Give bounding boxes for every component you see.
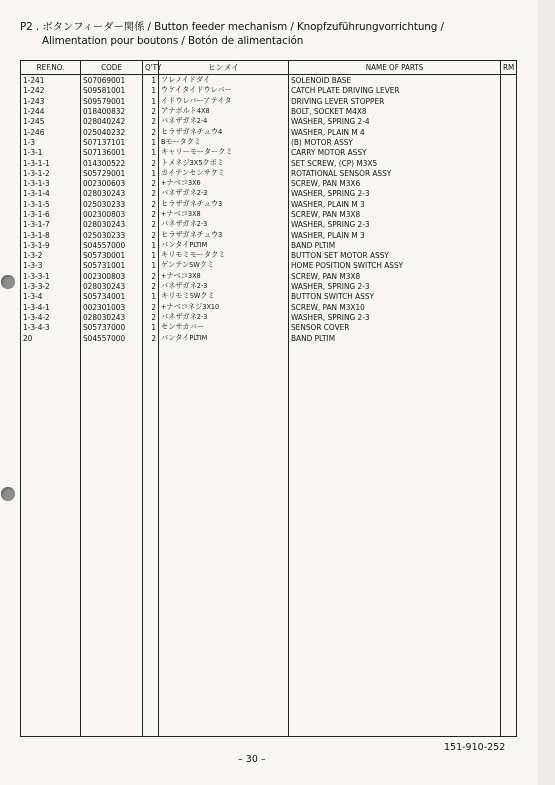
code-cell: 028040242 <box>81 116 143 126</box>
col-ref-no: REF.NO. <box>21 61 81 75</box>
kana-name-cell: +ナベコ3X8 <box>159 209 289 219</box>
qty-cell: 2 <box>143 106 159 116</box>
table-row <box>21 157 517 167</box>
code-cell: S07136001 <box>81 147 143 157</box>
section-title-line1: P2 . ボタンフィーダー関係 / Button feeder mechanism / Knopfzuführungvorrichtung / <box>20 21 444 33</box>
rm-cell <box>501 302 517 312</box>
rm-cell <box>501 106 517 116</box>
code-cell: 002300803 <box>81 209 143 219</box>
ref-no-cell: 1-3-3 <box>21 260 81 270</box>
ref-no-cell: 1-3-1-5 <box>21 199 81 209</box>
table-row <box>21 106 517 116</box>
qty-cell: 1 <box>143 168 159 178</box>
table-row <box>21 322 517 332</box>
code-cell: 028030243 <box>81 219 143 229</box>
part-name-cell: BOLT, SOCKET M4X8 <box>289 106 501 116</box>
part-name-cell: WASHER, SPRING 2-3 <box>289 281 501 291</box>
kana-name-cell: アナボルト4X8 <box>159 106 289 116</box>
part-name-cell: SCREW, PAN M3X8 <box>289 271 501 281</box>
qty-cell: 2 <box>143 219 159 229</box>
rm-cell <box>501 219 517 229</box>
table-row <box>21 332 517 342</box>
table-row <box>21 96 517 106</box>
code-cell: 028030243 <box>81 281 143 291</box>
col-kana-name: ヒンメイ <box>159 61 289 75</box>
col-rm: RM <box>501 61 517 75</box>
part-name-cell: SENSOR COVER <box>289 322 501 332</box>
binder-hole-top <box>1 275 15 289</box>
empty-cell <box>21 343 81 737</box>
kana-name-cell: +ナベコ3X8 <box>159 271 289 281</box>
part-name-cell: SCREW, PAN M3X10 <box>289 302 501 312</box>
kana-name-cell: ヒラザガネチュウ3 <box>159 229 289 239</box>
code-cell: 002300803 <box>81 271 143 281</box>
qty-cell: 1 <box>143 240 159 250</box>
qty-cell: 2 <box>143 178 159 188</box>
part-name-cell: WASHER, PLAIN M 4 <box>289 126 501 136</box>
ref-no-cell: 1-3-2 <box>21 250 81 260</box>
qty-cell: 2 <box>143 332 159 342</box>
page-header <box>20 20 520 48</box>
rm-cell <box>501 291 517 301</box>
code-cell: S05731001 <box>81 260 143 270</box>
part-name-cell: CATCH PLATE DRIVING LEVER <box>289 85 501 95</box>
part-name-cell: WASHER, SPRING 2-3 <box>289 219 501 229</box>
col-name-of-parts: NAME OF PARTS <box>289 61 501 75</box>
qty-cell: 2 <box>143 126 159 136</box>
kana-name-cell: バネザガネ2-4 <box>159 116 289 126</box>
rm-cell <box>501 260 517 270</box>
rm-cell <box>501 147 517 157</box>
rm-cell <box>501 96 517 106</box>
code-cell: 025030233 <box>81 199 143 209</box>
part-name-cell: SCREW, PAN M3X8 <box>289 209 501 219</box>
rm-cell <box>501 209 517 219</box>
rm-cell <box>501 85 517 95</box>
table-row <box>21 260 517 270</box>
qty-cell: 1 <box>143 250 159 260</box>
qty-cell: 1 <box>143 260 159 270</box>
part-name-cell: HOME POSITION SWITCH ASSY <box>289 260 501 270</box>
rm-cell <box>501 281 517 291</box>
page-number: – 30 – <box>238 754 266 765</box>
part-name-cell: BAND PLTIM <box>289 332 501 342</box>
table-row <box>21 137 517 147</box>
part-name-cell: BUTTON SWITCH ASSY <box>289 291 501 301</box>
table-row <box>21 147 517 157</box>
code-cell: S05730001 <box>81 250 143 260</box>
code-cell: 025030233 <box>81 229 143 239</box>
table-row <box>21 178 517 188</box>
empty-cell <box>289 343 501 737</box>
rm-cell <box>501 116 517 126</box>
empty-cell <box>501 343 517 737</box>
table-row <box>21 271 517 281</box>
code-cell: S05729001 <box>81 168 143 178</box>
table-row <box>21 75 517 86</box>
part-name-cell: WASHER, SPRING 2-3 <box>289 312 501 322</box>
rm-cell <box>501 188 517 198</box>
rm-cell <box>501 126 517 136</box>
ref-no-cell: 1-3-1 <box>21 147 81 157</box>
rm-cell <box>501 168 517 178</box>
ref-no-cell: 1-245 <box>21 116 81 126</box>
table-row <box>21 116 517 126</box>
ref-no-cell: 1-244 <box>21 106 81 116</box>
qty-cell: 2 <box>143 188 159 198</box>
ref-no-cell: 1-3-4-1 <box>21 302 81 312</box>
part-name-cell: SET SCREW, (CP) M3X5 <box>289 157 501 167</box>
table-row <box>21 312 517 322</box>
ref-no-cell: 1-3-4-3 <box>21 322 81 332</box>
qty-cell: 1 <box>143 291 159 301</box>
qty-cell: 1 <box>143 96 159 106</box>
qty-cell: 1 <box>143 322 159 332</box>
qty-cell: 2 <box>143 229 159 239</box>
rm-cell <box>501 240 517 250</box>
ref-no-cell: 20 <box>21 332 81 342</box>
kana-name-cell: ヒラザガネチュウ4 <box>159 126 289 136</box>
kana-name-cell: カイテンセンサクミ <box>159 168 289 178</box>
ref-no-cell: 1-3-1-3 <box>21 178 81 188</box>
kana-name-cell: バネザガネ2-3 <box>159 281 289 291</box>
kana-name-cell: キャリーモータークミ <box>159 147 289 157</box>
part-name-cell: DRIVING LEVER STOPPER <box>289 96 501 106</box>
code-cell: S07137101 <box>81 137 143 147</box>
empty-cell <box>81 343 143 737</box>
code-cell: 018400832 <box>81 106 143 116</box>
ref-no-cell: 1-3-3-1 <box>21 271 81 281</box>
table-row <box>21 188 517 198</box>
code-cell: 025040232 <box>81 126 143 136</box>
qty-cell: 1 <box>143 85 159 95</box>
code-cell: S05734001 <box>81 291 143 301</box>
parts-table-body <box>21 75 517 737</box>
part-name-cell: WASHER, PLAIN M 3 <box>289 199 501 209</box>
empty-cell <box>143 343 159 737</box>
part-name-cell: ROTATIONAL SENSOR ASSY <box>289 168 501 178</box>
qty-cell: 2 <box>143 157 159 167</box>
ref-no-cell: 1-3-1-9 <box>21 240 81 250</box>
qty-cell: 1 <box>143 137 159 147</box>
parts-table <box>20 60 517 737</box>
kana-name-cell: ヒラザガネチュウ3 <box>159 199 289 209</box>
qty-cell: 2 <box>143 302 159 312</box>
kana-name-cell: キリモミSWクミ <box>159 291 289 301</box>
rm-cell <box>501 312 517 322</box>
table-row <box>21 209 517 219</box>
table-row <box>21 291 517 301</box>
code-cell: S09581001 <box>81 85 143 95</box>
rm-cell <box>501 199 517 209</box>
rm-cell <box>501 250 517 260</box>
ref-no-cell: 1-243 <box>21 96 81 106</box>
kana-name-cell: センサカバー <box>159 322 289 332</box>
kana-name-cell: バンタイPLTIM <box>159 240 289 250</box>
part-name-cell: CARRY MOTOR ASSY <box>289 147 501 157</box>
qty-cell: 1 <box>143 75 159 86</box>
rm-cell <box>501 271 517 281</box>
table-row <box>21 168 517 178</box>
code-cell: 028030243 <box>81 188 143 198</box>
section-title-line2: Alimentation pour boutons / Botón de alimentación <box>42 35 304 47</box>
qty-cell: 2 <box>143 281 159 291</box>
ref-no-cell: 1-3-1-2 <box>21 168 81 178</box>
empty-cell <box>159 343 289 737</box>
ref-no-cell: 1-3-1-8 <box>21 229 81 239</box>
part-name-cell: WASHER, PLAIN M 3 <box>289 229 501 239</box>
kana-name-cell: キリモミモータクミ <box>159 250 289 260</box>
table-row <box>21 302 517 312</box>
kana-name-cell: バンタイPLTIM <box>159 332 289 342</box>
table-header-row <box>21 61 517 75</box>
kana-name-cell: バネザガネ2-3 <box>159 188 289 198</box>
kana-name-cell: +ナベコネジ3X10 <box>159 302 289 312</box>
qty-cell: 2 <box>143 312 159 322</box>
ref-no-cell: 1-241 <box>21 75 81 86</box>
table-row <box>21 199 517 209</box>
part-name-cell: (B) MOTOR ASSY <box>289 137 501 147</box>
kana-name-cell: イドウレバーアテイタ <box>159 96 289 106</box>
rm-cell <box>501 229 517 239</box>
binder-hole-bottom <box>1 487 15 501</box>
qty-cell: 1 <box>143 147 159 157</box>
table-row <box>21 240 517 250</box>
table-row <box>21 281 517 291</box>
kana-name-cell: Bモータクミ <box>159 137 289 147</box>
table-row <box>21 126 517 136</box>
qty-cell: 2 <box>143 271 159 281</box>
qty-cell: 2 <box>143 199 159 209</box>
table-row <box>21 219 517 229</box>
part-name-cell: SCREW, PAN M3X6 <box>289 178 501 188</box>
part-name-cell: WASHER, SPRING 2-4 <box>289 116 501 126</box>
code-cell: S07069001 <box>81 75 143 86</box>
table-row <box>21 250 517 260</box>
ref-no-cell: 1-3-1-1 <box>21 157 81 167</box>
qty-cell: 2 <box>143 209 159 219</box>
rm-cell <box>501 178 517 188</box>
kana-name-cell: +ナベコ3X6 <box>159 178 289 188</box>
table-row <box>21 85 517 95</box>
ref-no-cell: 1-3-1-7 <box>21 219 81 229</box>
kana-name-cell: ソレノイドダイ <box>159 75 289 86</box>
code-cell: 014300522 <box>81 157 143 167</box>
part-name-cell: SOLENOID BASE <box>289 75 501 86</box>
kana-name-cell: トメネジ3X5クボミ <box>159 157 289 167</box>
code-cell: S04557000 <box>81 240 143 250</box>
table-row <box>21 229 517 239</box>
part-name-cell: WASHER, SPRING 2-3 <box>289 188 501 198</box>
ref-no-cell: 1-3-3-2 <box>21 281 81 291</box>
col-qty: Q'TY <box>143 61 159 75</box>
ref-no-cell: 1-3 <box>21 137 81 147</box>
rm-cell <box>501 75 517 86</box>
kana-name-cell: バネザガネ2-3 <box>159 312 289 322</box>
ref-no-cell: 1-3-4-2 <box>21 312 81 322</box>
kana-name-cell: ウケイタイドウレバー <box>159 85 289 95</box>
kana-name-cell: バネザガネ2-3 <box>159 219 289 229</box>
code-cell: S04557000 <box>81 332 143 342</box>
part-name-cell: BAND PLTIM <box>289 240 501 250</box>
rm-cell <box>501 157 517 167</box>
col-code: CODE <box>81 61 143 75</box>
ref-no-cell: 1-3-1-6 <box>21 209 81 219</box>
ref-no-cell: 1-246 <box>21 126 81 136</box>
rm-cell <box>501 322 517 332</box>
ref-no-cell: 1-3-4 <box>21 291 81 301</box>
code-cell: 028030243 <box>81 312 143 322</box>
code-cell: 002300603 <box>81 178 143 188</box>
kana-name-cell: ゲンテンSWクミ <box>159 260 289 270</box>
code-cell: 002301003 <box>81 302 143 312</box>
rm-cell <box>501 332 517 342</box>
table-filler-row <box>21 343 517 737</box>
ref-no-cell: 1-3-1-4 <box>21 188 81 198</box>
document-code: 151-910-252 <box>444 742 506 753</box>
code-cell: S09579001 <box>81 96 143 106</box>
part-name-cell: BUTTON SET MOTOR ASSY <box>289 250 501 260</box>
rm-cell <box>501 137 517 147</box>
ref-no-cell: 1-242 <box>21 85 81 95</box>
qty-cell: 2 <box>143 116 159 126</box>
code-cell: S05737000 <box>81 322 143 332</box>
